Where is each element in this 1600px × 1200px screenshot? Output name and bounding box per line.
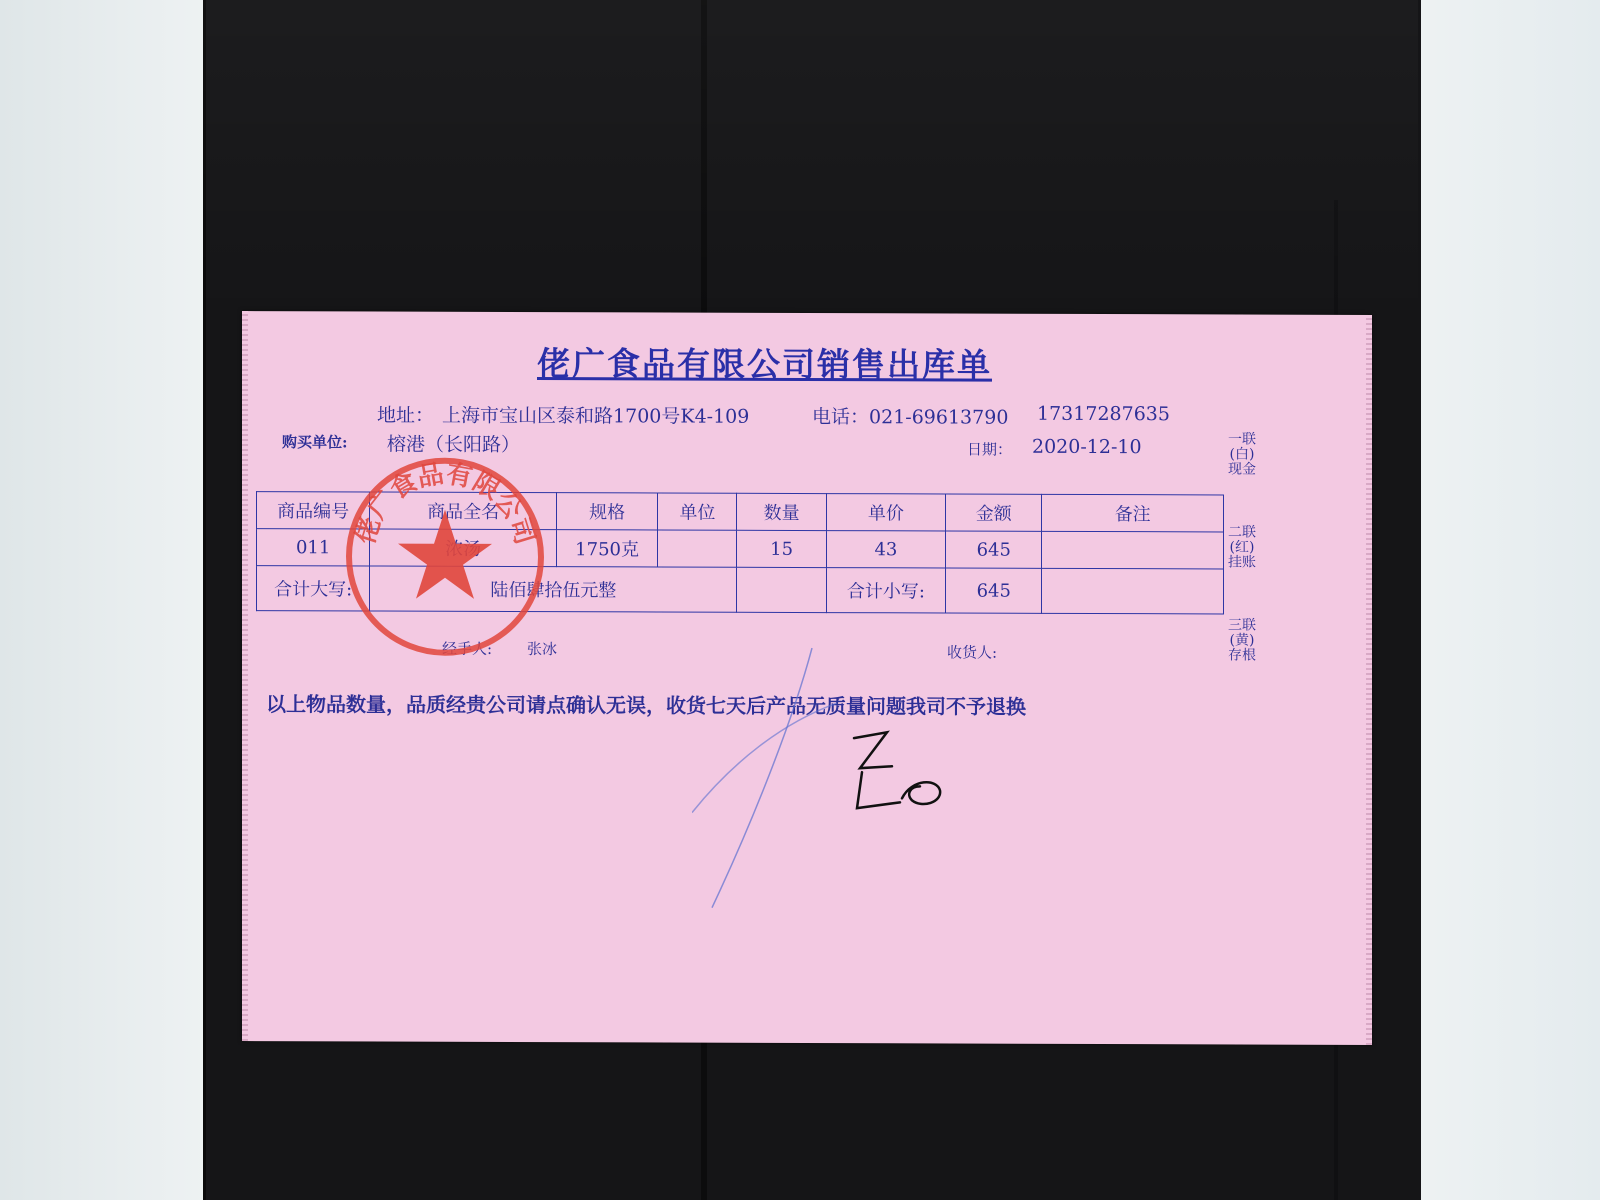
total-spacer: [737, 567, 826, 612]
copy-purpose: 挂账: [1228, 554, 1256, 571]
phone-line: [812, 402, 1008, 430]
copy-purpose: 现金: [1228, 461, 1256, 478]
total-upper-value: 陆佰肆拾伍元整: [370, 566, 737, 612]
copy-1: [1224, 432, 1260, 477]
company-seal-stamp: [340, 451, 550, 662]
copy-label: 一联: [1228, 431, 1256, 448]
receiver-label: 收货人:: [947, 643, 998, 662]
item-note: [1042, 531, 1224, 569]
tray-shine: [203, 0, 1418, 320]
address-label: 地址：: [377, 404, 435, 427]
item-amount: 645: [946, 531, 1042, 568]
seal-star: [398, 510, 492, 599]
header-cell: 商品全名: [370, 492, 557, 530]
total-upper-label: 合计大写:: [257, 566, 370, 611]
seal-text: 佬广食品有限公司: [350, 459, 540, 549]
phone-value-1: 021-69613790: [869, 406, 1009, 429]
header-cell: 备注: [1042, 494, 1224, 532]
item-code: 011: [257, 529, 370, 566]
item-unit: [658, 530, 737, 567]
pen-mark: [692, 643, 842, 914]
return-policy-notice: 以上物品数量，品质经贵公司请点确认无误，收货七天后产品无质量问题我司不予退换: [266, 692, 1026, 719]
buyer-label: 购买单位:: [282, 433, 348, 452]
header-cell: 单位: [658, 493, 737, 530]
date-value: 2020-12-10: [1032, 435, 1142, 459]
header-cell: 商品编号: [257, 492, 370, 529]
header-cell: 金额: [946, 494, 1042, 531]
copy-purpose: 存根: [1228, 647, 1256, 664]
address-value: 上海市宝山区泰和路1700号K4-109: [442, 404, 750, 428]
background-wall-left: [0, 0, 210, 1200]
item-spec: 1750克: [556, 530, 657, 567]
perforation-right: [1366, 315, 1372, 1045]
header-cell: 数量: [737, 493, 826, 530]
handler-label: 经手人:: [442, 639, 493, 658]
copy-label: 三联: [1228, 617, 1256, 634]
copy-color: (黄): [1229, 632, 1255, 649]
header-cell: 单价: [826, 494, 945, 531]
copy-2: [1224, 525, 1260, 570]
phone-label: 电话：: [812, 406, 870, 429]
copy-legend: [1224, 432, 1260, 711]
date-label: 日期：: [967, 440, 1013, 459]
handwritten-signature: [842, 728, 952, 818]
copy-color: (白): [1229, 446, 1255, 463]
copy-3: [1224, 618, 1260, 663]
perforation-left: [242, 311, 248, 1041]
total-lower-value: 645: [946, 568, 1042, 613]
handler-value: 张冰: [527, 640, 558, 659]
address-line: [377, 400, 757, 428]
phone-value-2: 17317287635: [1037, 402, 1170, 426]
item-qty: 15: [737, 530, 826, 567]
header-cell: 规格: [556, 493, 657, 530]
copy-label: 二联: [1228, 524, 1256, 541]
buyer-value: 榕港（长阳路）: [387, 433, 521, 456]
total-lower-label: 合计小写:: [826, 568, 945, 613]
item-price: 43: [826, 531, 945, 568]
sales-delivery-receipt: [242, 311, 1372, 1045]
background-wall-right: [1410, 0, 1600, 1200]
receipt-title: 佬广食品有限公司销售出库单: [537, 344, 992, 385]
copy-color: (红): [1229, 539, 1255, 556]
total-note: [1042, 568, 1224, 614]
